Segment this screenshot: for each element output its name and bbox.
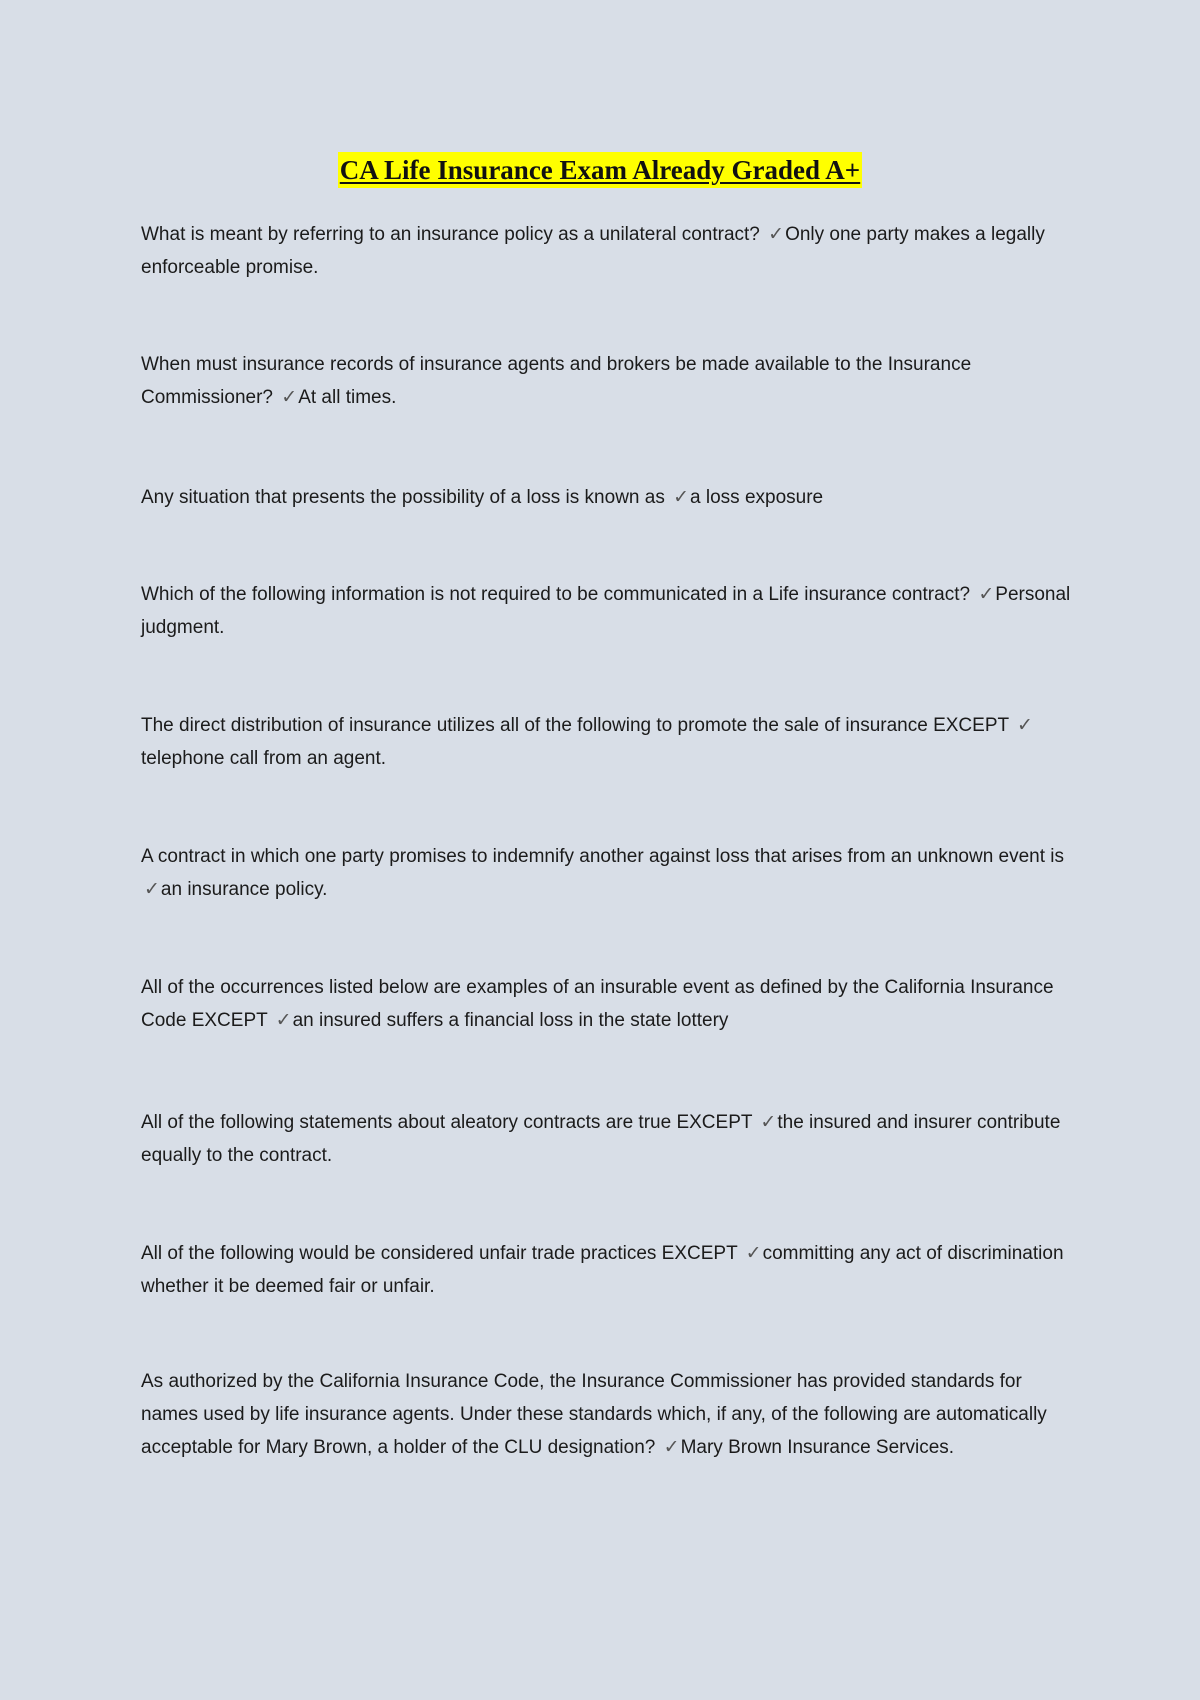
qa-item-8 [141,1106,1071,1172]
answer-text: a loss exposure [690,487,824,508]
answer-text: Personal judgment. [141,584,1071,638]
question-text: All of the following would be considered unfair trade practices EXCEPT [141,1243,738,1264]
qa-item-7 [141,971,1071,1037]
question-text: All of the following statements about aleatory contracts are true EXCEPT [141,1112,753,1133]
question-text: When must insurance records of insurance agents and brokers be made available to the Insurance Commissioner? [141,354,972,408]
question-text: Which of the following information is not required to be communicated in a Life insurance contract? [141,584,971,605]
title-container [0,152,1200,188]
checkmark-icon: ✓ [144,878,160,900]
answer-text: At all times. [298,387,397,408]
answer-text: an insurance policy. [160,879,328,900]
qa-item-2 [141,348,1071,414]
qa-item-6 [141,840,1071,906]
answer-text: telephone call from an agent. [141,748,387,769]
checkmark-icon: ✓ [281,386,298,408]
answer-text: the insured and insurer contribute equally to the contract. [141,1112,1061,1166]
answer-text: Only one party makes a legally enforceable promise. [141,224,1045,278]
checkmark-icon: ✓ [673,486,690,508]
checkmark-icon: ✓ [760,1111,777,1133]
question-text: As authorized by the California Insurance Code, the Insurance Commissioner has provided standards for names used by life insurance agents. Under these standards which, if any, of the following are automatically acceptable for Mary Brown, a holder of the CLU designation? [141,1371,1047,1458]
question-text: What is meant by referring to an insurance policy as a unilateral contract? [141,224,760,245]
document-title: CA Life Insurance Exam Already Graded A+ [338,152,862,188]
qa-item-5 [141,709,1071,775]
answer-text: committing any act of discrimination whether it be deemed fair or unfair. [141,1243,1064,1297]
answer-text: Mary Brown Insurance Services. [680,1437,955,1458]
question-text: The direct distribution of insurance utilizes all of the following to promote the sale of insurance EXCEPT [141,715,1009,736]
qa-item-1 [141,218,1071,284]
qa-item-9 [141,1237,1071,1303]
qa-item-4 [141,578,1071,644]
answer-text: an insured suffers a financial loss in the state lottery [292,1010,729,1031]
checkmark-icon: ✓ [978,583,995,605]
checkmark-icon: ✓ [1017,714,1033,736]
question-text: Any situation that presents the possibility of a loss is known as [141,487,665,508]
checkmark-icon: ✓ [745,1242,762,1264]
question-text: All of the occurrences listed below are examples of an insurable event as defined by the California Insurance Code EXCEPT [141,977,1054,1031]
question-text: A contract in which one party promises to indemnify another against loss that arises from an unknown event is [141,846,1065,867]
checkmark-icon: ✓ [275,1009,292,1031]
qa-item-10 [141,1365,1071,1464]
checkmark-icon: ✓ [663,1436,680,1458]
qa-item-3 [141,481,1071,514]
checkmark-icon: ✓ [768,223,785,245]
